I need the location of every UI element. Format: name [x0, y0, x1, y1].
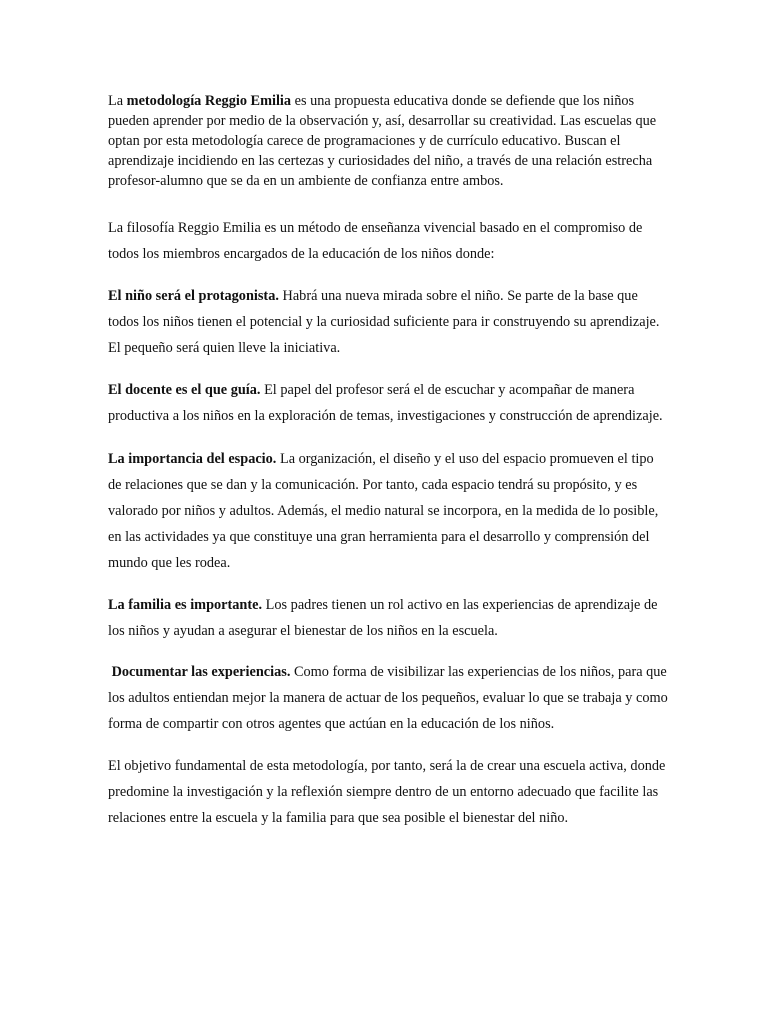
- paragraph-bold-term: metodología Reggio Emilia: [126, 93, 292, 109]
- paragraph-family-importance: [108, 592, 668, 644]
- paragraph-bold-term: La importancia del espacio.: [108, 451, 277, 467]
- paragraph-lead: La: [108, 93, 127, 109]
- paragraph-text: La filosofía Reggio Emilia es un método de enseñanza vivencial basado en el compromiso de todos los miembros encargados de la educación de los niños donde:: [108, 220, 643, 262]
- paragraph-text: El papel del profesor será el de escuchar y acompañar de manera productiva a los niños en la exploración de temas, investigaciones y construcción de aprendizaje.: [108, 382, 663, 424]
- paragraph-document-experiences: [108, 659, 668, 737]
- paragraph-text: El objetivo fundamental de esta metodología, por tanto, será la de crear una escuela activa, donde predomine la investigación y la reflexión siempre dentro de un entorno adecuado que facilite las relaciones entre la escuela y la familia para que sea posible el bienestar del niño.: [108, 758, 666, 826]
- paragraph-text: es una propuesta educativa donde se defiende que los niños pueden aprender por medio de la observación y, así, desarrollar su creatividad. Las escuelas que optan por esta metodología carece de programaciones y de currículo educativo. Buscan el aprendizaje incidiendo en las certezas y curiosidades del niño, a través de una relación estrecha profesor-alumno que se da en un ambiente de confianza entre ambos.: [108, 93, 657, 189]
- paragraph-objective: [108, 753, 668, 831]
- paragraph-bold-term: El niño será el protagonista.: [108, 288, 279, 304]
- document-page: [108, 91, 668, 831]
- paragraph-philosophy: [108, 215, 668, 267]
- paragraph-space-importance: [108, 446, 668, 576]
- paragraph-intro: [108, 91, 668, 191]
- paragraph-teacher-guide: [108, 377, 668, 429]
- paragraph-text: La organización, el diseño y el uso del espacio promueven el tipo de relaciones que se dan y la comunicación. Por tanto, cada espacio tendrá su propósito, y es valorado por niños y adultos. Además, el medio natural se incorpora, en la medida de lo posible, en las actividades ya que constituye una gran herramienta para el desarrollo y comprensión del mundo que les rodea.: [108, 451, 659, 571]
- paragraph-text: Los padres tienen un rol activo en las experiencias de aprendizaje de los niños y ayudan a asegurar el bienestar de los niños en la escuela.: [108, 597, 658, 639]
- paragraph-bold-term: La familia es importante.: [108, 597, 263, 613]
- paragraph-child-protagonist: [108, 283, 668, 361]
- paragraph-bold-term: El docente es el que guía.: [108, 382, 261, 398]
- paragraph-text: Como forma de visibilizar las experiencias de los niños, para que los adultos entiendan mejor la manera de actuar de los pequeños, evaluar lo que se trabaja y como forma de compartir con otros agentes que actúan en la educación de los niños.: [108, 664, 668, 732]
- paragraph-text: Habrá una nueva mirada sobre el niño. Se parte de la base que todos los niños tienen el potencial y la curiosidad suficiente para ir construyendo su aprendizaje. El pequeño será quien lleve la iniciativa.: [108, 288, 660, 356]
- paragraph-bold-term: Documentar las experiencias.: [111, 664, 291, 680]
